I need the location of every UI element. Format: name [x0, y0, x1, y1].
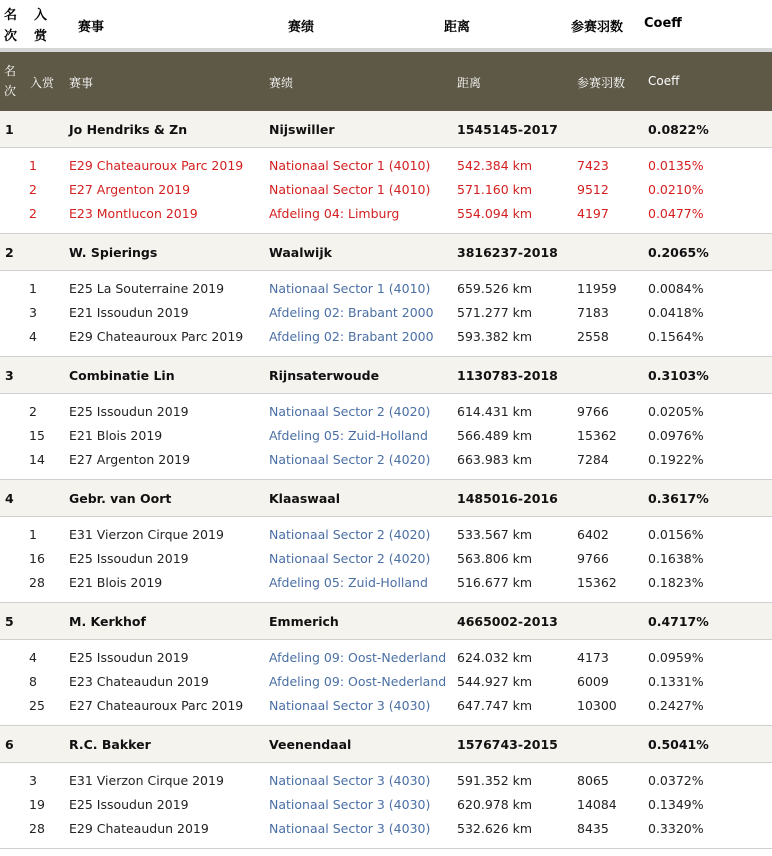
race-link[interactable]: E25 Issoudun 2019 [69, 551, 189, 566]
coeff-cell: 0.0372% [648, 773, 704, 788]
race-link[interactable]: E25 La Souterraine 2019 [69, 281, 225, 296]
fancier-location: Klaaswaal [269, 491, 340, 506]
place-cell: 2 [29, 182, 37, 197]
entries-cell: 15362 [577, 428, 617, 443]
group-rank: 5 [5, 614, 14, 629]
place-cell: 28 [29, 821, 45, 836]
sector-link[interactable]: Nationaal Sector 2 (4020) [269, 527, 431, 542]
race-link[interactable]: E29 Chateauroux Parc 2019 [69, 329, 244, 344]
sector-link[interactable]: Nationaal Sector 3 (4030) [269, 797, 431, 812]
entries-cell: 10300 [577, 698, 617, 713]
group-coeff: 0.3103% [648, 368, 709, 383]
group-details [0, 763, 772, 848]
entries-cell: 8065 [577, 773, 609, 788]
entries-cell: 9766 [577, 404, 609, 419]
ring-number: 1545145-2017 [457, 122, 558, 137]
race-link[interactable]: E25 Issoudun 2019 [69, 404, 189, 419]
group-coeff: 0.0822% [648, 122, 709, 137]
group-row [0, 602, 772, 640]
sector-link[interactable]: Afdeling 05: Zuid-Holland [269, 428, 428, 443]
place-cell: 19 [29, 797, 45, 812]
place-cell: 14 [29, 452, 45, 467]
sector-link[interactable]: Nationaal Sector 2 (4020) [269, 551, 431, 566]
distance-cell: 571.160 km [457, 182, 533, 197]
coeff-cell: 0.0477% [648, 206, 704, 221]
ring-number: 1576743-2015 [457, 737, 558, 752]
entries-cell: 6009 [577, 674, 609, 689]
sector-link[interactable]: Nationaal Sector 1 (4010) [269, 281, 431, 296]
group-row [0, 111, 772, 148]
entries-cell: 9766 [577, 551, 609, 566]
group-rank: 1 [5, 122, 14, 137]
distance-cell: 571.277 km [457, 305, 533, 320]
fancier-name: M. Kerkhof [69, 614, 146, 629]
sector-link[interactable]: Afdeling 02: Brabant 2000 [269, 305, 434, 320]
sector-link[interactable]: Afdeling 04: Limburg [269, 206, 400, 221]
group-rank: 2 [5, 245, 14, 260]
table-row [0, 400, 772, 424]
group-rank: 3 [5, 368, 14, 383]
table-row [0, 301, 772, 325]
distance-cell: 554.094 km [457, 206, 533, 221]
group-coeff: 0.3617% [648, 491, 709, 506]
place-cell: 3 [29, 773, 37, 788]
coeff-cell: 0.1823% [648, 575, 704, 590]
place-cell: 1 [29, 527, 37, 542]
rank-header: 名 次 [4, 8, 18, 44]
coeff-cell: 0.0976% [648, 428, 704, 443]
entries-cell: 7284 [577, 452, 609, 467]
place-cell: 15 [29, 428, 45, 443]
entries-header: 参赛羽数 [571, 20, 624, 35]
coeff-cell: 0.0084% [648, 281, 704, 296]
sector-link[interactable]: Nationaal Sector 2 (4020) [269, 404, 431, 419]
fancier-location: Waalwijk [269, 245, 332, 260]
table-row [0, 769, 772, 793]
race-link[interactable]: E21 Blois 2019 [69, 428, 163, 443]
coeff-cell: 0.0135% [648, 158, 704, 173]
race-link[interactable]: E27 Argenton 2019 [69, 452, 191, 467]
table-bottom-border [0, 848, 772, 849]
entries-cell: 7183 [577, 305, 609, 320]
group-details [0, 148, 772, 233]
result-header-dark: 赛绩 [269, 76, 294, 90]
coeff-cell: 0.1922% [648, 452, 704, 467]
race-header-dark: 赛事 [69, 76, 94, 90]
distance-cell: 563.806 km [457, 551, 533, 566]
place-cell: 1 [29, 281, 37, 296]
coeff-header: Coeff [644, 16, 682, 31]
distance-cell: 647.747 km [457, 698, 533, 713]
table-row [0, 547, 772, 571]
sector-link[interactable]: Afdeling 09: Oost-Nederland [269, 674, 447, 689]
sector-link[interactable]: Nationaal Sector 2 (4020) [269, 452, 431, 467]
coeff-cell: 0.1331% [648, 674, 704, 689]
group-coeff: 0.2065% [648, 245, 709, 260]
results-table [0, 111, 772, 848]
coeff-cell: 0.3320% [648, 821, 704, 836]
coeff-cell: 0.1564% [648, 329, 704, 344]
race-link[interactable]: E29 Chateauroux Parc 2019 [69, 158, 244, 173]
sector-link[interactable]: Nationaal Sector 1 (4010) [269, 182, 431, 197]
entries-cell: 4197 [577, 206, 609, 221]
sector-link[interactable]: Afdeling 05: Zuid-Holland [269, 575, 428, 590]
entries-cell: 14084 [577, 797, 617, 812]
sector-link[interactable]: Nationaal Sector 3 (4030) [269, 773, 431, 788]
group-details [0, 271, 772, 356]
place-cell: 4 [29, 329, 37, 344]
entries-cell: 4173 [577, 650, 609, 665]
race-link[interactable]: E25 Issoudun 2019 [69, 650, 189, 665]
table-header [0, 52, 772, 111]
distance-cell: 516.677 km [457, 575, 533, 590]
distance-cell: 659.526 km [457, 281, 533, 296]
table-row [0, 817, 772, 841]
fancier-name: Gebr. van Oort [69, 491, 172, 506]
group-details [0, 517, 772, 602]
table-row [0, 523, 772, 547]
table-row [0, 448, 772, 472]
table-row [0, 154, 772, 178]
award-header: 入 赏 [34, 8, 48, 44]
coeff-cell: 0.0210% [648, 182, 704, 197]
entries-cell: 9512 [577, 182, 609, 197]
entries-cell: 8435 [577, 821, 609, 836]
distance-cell: 566.489 km [457, 428, 533, 443]
race-header: 赛事 [78, 20, 105, 35]
coeff-cell: 0.2427% [648, 698, 704, 713]
ring-number: 1130783-2018 [457, 368, 558, 383]
table-row [0, 670, 772, 694]
entries-cell: 11959 [577, 281, 617, 296]
place-cell: 1 [29, 158, 37, 173]
fancier-name: Jo Hendriks & Zn [69, 122, 188, 137]
place-cell: 4 [29, 650, 37, 665]
table-row [0, 571, 772, 595]
distance-header-dark: 距离 [457, 76, 482, 90]
entries-cell: 7423 [577, 158, 609, 173]
distance-cell: 593.382 km [457, 329, 533, 344]
table-row [0, 202, 772, 226]
place-cell: 2 [29, 206, 37, 221]
sector-link[interactable]: Nationaal Sector 1 (4010) [269, 158, 431, 173]
table-row [0, 277, 772, 301]
race-link[interactable]: E29 Chateaudun 2019 [69, 821, 209, 836]
group-rank: 6 [5, 737, 14, 752]
entries-cell: 2558 [577, 329, 609, 344]
group-row [0, 725, 772, 763]
race-link[interactable]: E27 Chateauroux Parc 2019 [69, 698, 244, 713]
race-link[interactable]: E23 Montlucon 2019 [69, 206, 198, 221]
ring-number: 1485016-2016 [457, 491, 558, 506]
coeff-cell: 0.0156% [648, 527, 704, 542]
group-rank: 4 [5, 491, 14, 506]
place-cell: 3 [29, 305, 37, 320]
fancier-location: Veenendaal [269, 737, 352, 752]
table-row [0, 178, 772, 202]
ring-number: 3816237-2018 [457, 245, 558, 260]
table-row [0, 646, 772, 670]
race-link[interactable]: E31 Vierzon Cirque 2019 [69, 773, 224, 788]
fancier-location: Rijnsaterwoude [269, 368, 380, 383]
distance-cell: 544.927 km [457, 674, 533, 689]
coeff-header-dark: Coeff [648, 74, 680, 88]
distance-cell: 532.626 km [457, 821, 533, 836]
coeff-cell: 0.0418% [648, 305, 704, 320]
place-cell: 16 [29, 551, 45, 566]
sector-link[interactable]: Nationaal Sector 3 (4030) [269, 821, 431, 836]
distance-cell: 624.032 km [457, 650, 533, 665]
table-row [0, 694, 772, 718]
fancier-name: Combinatie Lin [69, 368, 175, 383]
fancier-location: Nijswiller [269, 122, 335, 137]
race-link[interactable]: E21 Issoudun 2019 [69, 305, 189, 320]
rank-header-dark: 名 次 [4, 64, 17, 98]
coeff-cell: 0.1349% [648, 797, 704, 812]
sticky-column-header [0, 0, 772, 52]
entries-cell: 6402 [577, 527, 609, 542]
group-details [0, 640, 772, 725]
place-cell: 28 [29, 575, 45, 590]
group-row [0, 479, 772, 517]
sector-link[interactable]: Afdeling 09: Oost-Nederland [269, 650, 447, 665]
group-coeff: 0.4717% [648, 614, 709, 629]
race-link[interactable]: E21 Blois 2019 [69, 575, 163, 590]
distance-cell: 542.384 km [457, 158, 533, 173]
ring-number: 4665002-2013 [457, 614, 558, 629]
group-row [0, 233, 772, 271]
race-link[interactable]: E27 Argenton 2019 [69, 182, 191, 197]
race-link[interactable]: E23 Chateaudun 2019 [69, 674, 209, 689]
sector-link[interactable]: Afdeling 02: Brabant 2000 [269, 329, 434, 344]
coeff-cell: 0.0959% [648, 650, 704, 665]
fancier-location: Emmerich [269, 614, 339, 629]
entries-header-dark: 参赛羽数 [577, 76, 626, 90]
distance-header: 距离 [444, 20, 471, 35]
group-row [0, 356, 772, 394]
place-cell: 25 [29, 698, 45, 713]
place-cell: 8 [29, 674, 37, 689]
race-link[interactable]: E31 Vierzon Cirque 2019 [69, 527, 224, 542]
distance-cell: 663.983 km [457, 452, 533, 467]
coeff-cell: 0.1638% [648, 551, 704, 566]
table-row [0, 424, 772, 448]
fancier-name: W. Spierings [69, 245, 158, 260]
race-link[interactable]: E25 Issoudun 2019 [69, 797, 189, 812]
distance-cell: 533.567 km [457, 527, 533, 542]
group-coeff: 0.5041% [648, 737, 709, 752]
place-cell: 2 [29, 404, 37, 419]
award-header-dark: 入赏 [30, 76, 55, 90]
group-details [0, 394, 772, 479]
table-row [0, 793, 772, 817]
fancier-name: R.C. Bakker [69, 737, 151, 752]
distance-cell: 614.431 km [457, 404, 533, 419]
distance-cell: 620.978 km [457, 797, 533, 812]
entries-cell: 15362 [577, 575, 617, 590]
sector-link[interactable]: Nationaal Sector 3 (4030) [269, 698, 431, 713]
distance-cell: 591.352 km [457, 773, 533, 788]
result-header: 赛绩 [288, 20, 315, 35]
table-row [0, 325, 772, 349]
coeff-cell: 0.0205% [648, 404, 704, 419]
